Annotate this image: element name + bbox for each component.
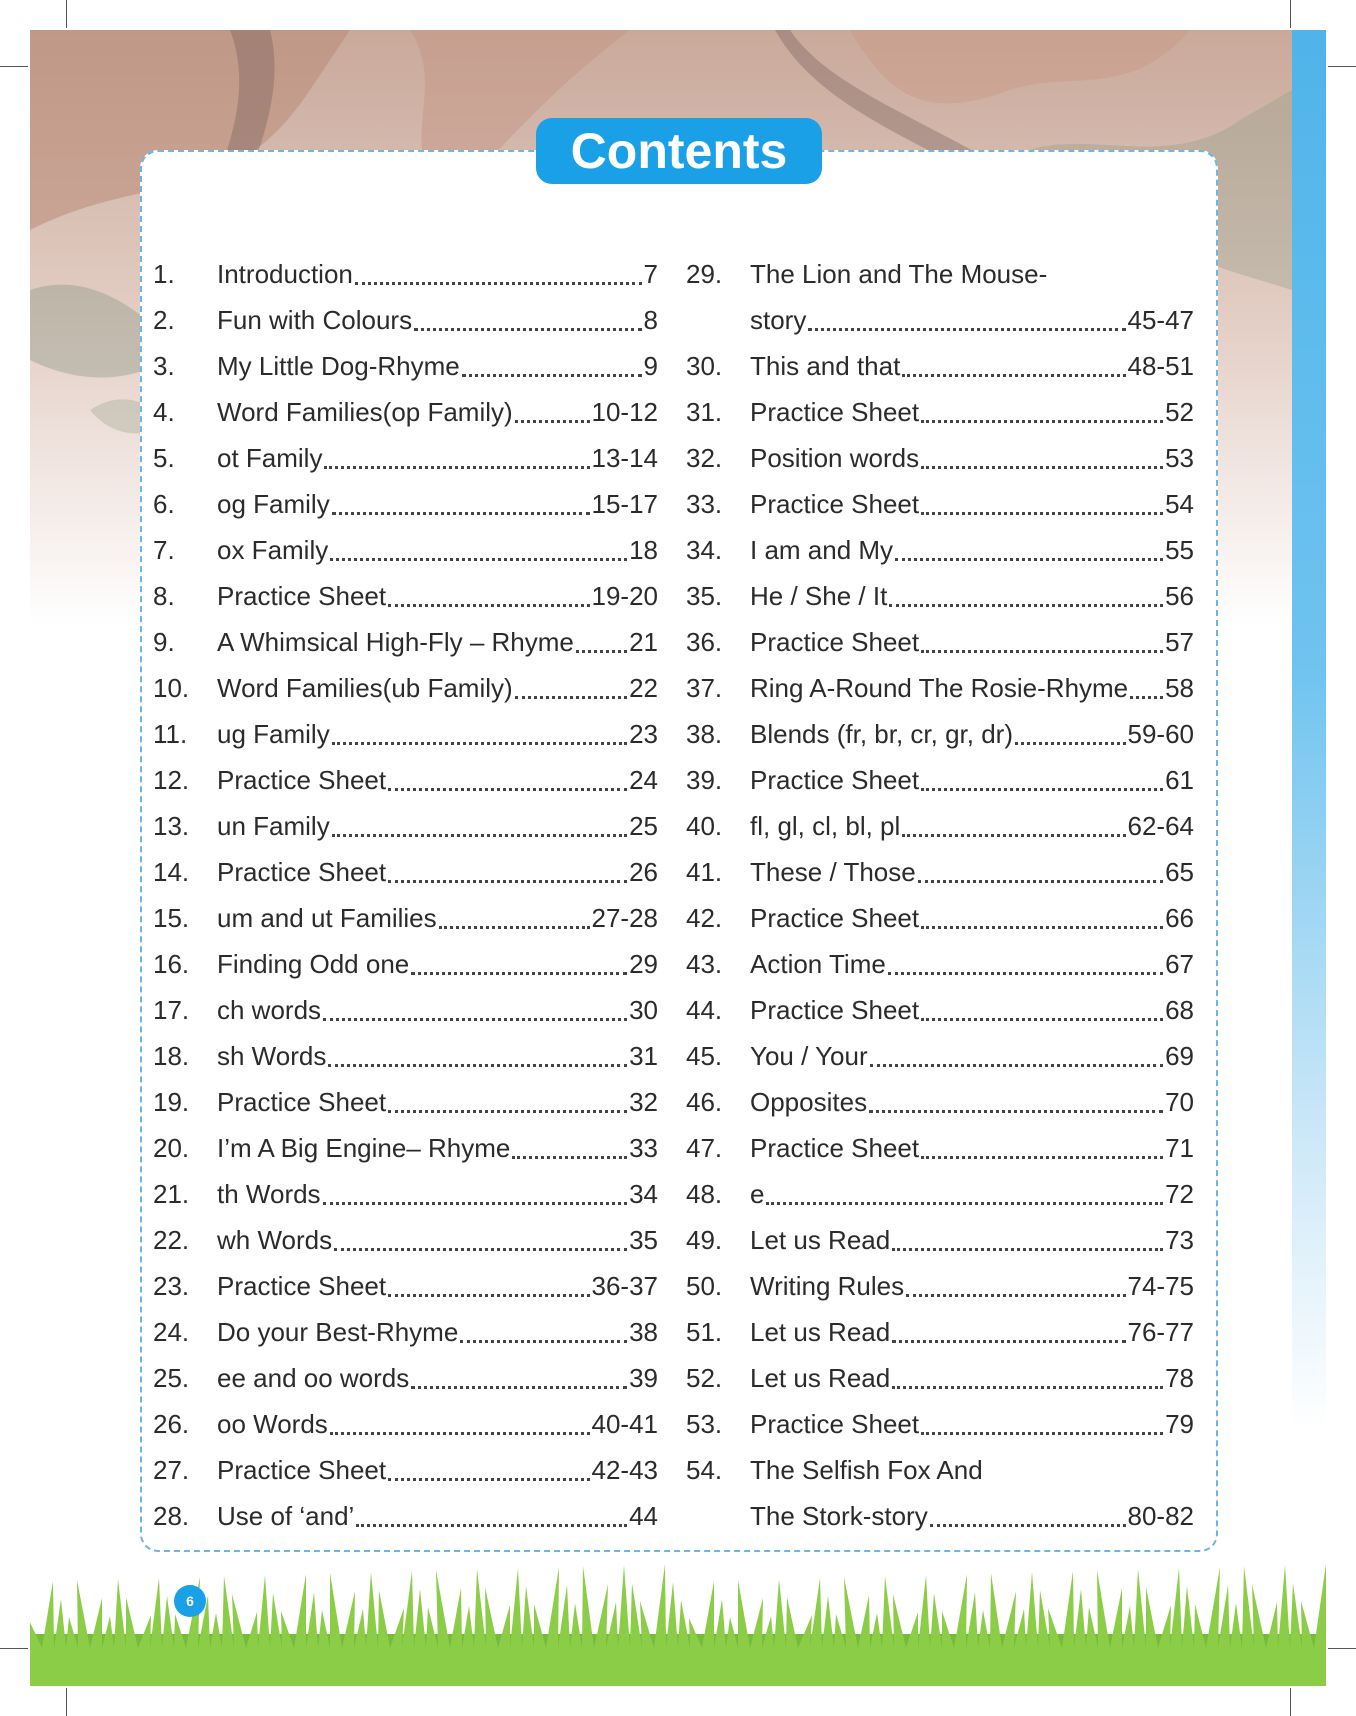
toc-entry-title: Let us Read (750, 1363, 891, 1393)
crop-mark (66, 1688, 67, 1716)
toc-entry-number: 13. (153, 811, 190, 841)
dot-leader (921, 500, 1163, 515)
dot-leader (906, 1282, 1125, 1297)
dot-leader (388, 592, 589, 607)
dot-leader (411, 1374, 627, 1389)
toc-entry-title: Word Families(op Family) (217, 397, 513, 427)
toc-entry[interactable] (153, 1302, 658, 1348)
toc-entry[interactable] (686, 842, 1194, 888)
toc-entry-number: 30. (686, 351, 723, 381)
dot-leader (355, 270, 642, 285)
toc-entry-title: Practice Sheet (750, 903, 920, 933)
toc-entry-continuation[interactable] (686, 1486, 1194, 1532)
toc-entry-title: e (750, 1179, 765, 1209)
toc-entry[interactable] (153, 888, 658, 934)
toc-entry-number: 48. (686, 1179, 723, 1209)
dot-leader (515, 684, 627, 699)
toc-entry-page: 9 (643, 351, 658, 381)
toc-entry-title: Practice Sheet (750, 397, 920, 427)
dot-leader (1130, 684, 1163, 699)
dot-leader (888, 960, 1163, 975)
toc-entry-page: 13-14 (591, 443, 658, 473)
toc-entry-page: 40-41 (591, 1409, 658, 1439)
toc-entry[interactable] (153, 796, 658, 842)
toc-entry-number: 27. (153, 1455, 190, 1485)
dot-leader (460, 1328, 627, 1343)
toc-entry-title: Practice Sheet (750, 1409, 920, 1439)
toc-entry[interactable] (153, 1026, 658, 1072)
toc-entry-title: ee and oo words (217, 1363, 410, 1393)
toc-entry[interactable] (686, 566, 1194, 612)
dot-leader (808, 316, 1125, 331)
dot-leader (930, 1512, 1126, 1527)
toc-entry-title: wh Words (217, 1225, 333, 1255)
dot-leader (332, 500, 590, 515)
toc-entry[interactable] (153, 704, 658, 750)
toc-entry-page: 59-60 (1127, 719, 1194, 749)
toc-entry-page: 30 (629, 995, 658, 1025)
toc-entry-title: Position words (750, 443, 920, 473)
contents-left-column (153, 244, 658, 1532)
dot-leader (576, 638, 627, 653)
toc-entry-page: 54 (1165, 489, 1194, 519)
dot-leader (332, 730, 627, 745)
dot-leader (332, 822, 627, 837)
toc-entry-number: 20. (153, 1133, 190, 1163)
toc-entry[interactable] (686, 244, 1194, 290)
toc-entry-number: 47. (686, 1133, 723, 1163)
toc-entry[interactable] (686, 382, 1194, 428)
toc-entry-page: 74-75 (1127, 1271, 1194, 1301)
toc-entry-title-line2: story (750, 305, 807, 335)
toc-entry[interactable] (153, 1440, 658, 1486)
toc-entry-title: um and ut Families (217, 903, 437, 933)
crop-mark (0, 66, 28, 67)
toc-entry-number: 42. (686, 903, 723, 933)
toc-entry-number: 21. (153, 1179, 190, 1209)
toc-entry-number: 2. (153, 305, 175, 335)
toc-entry-page: 65 (1165, 857, 1194, 887)
toc-entry-number: 8. (153, 581, 175, 611)
toc-entry-number: 33. (686, 489, 723, 519)
dot-leader (921, 454, 1163, 469)
toc-entry-title: fl, gl, cl, bl, pl (750, 811, 901, 841)
toc-entry-number: 6. (153, 489, 175, 519)
toc-entry-number: 52. (686, 1363, 723, 1393)
toc-entry-number: 1. (153, 259, 175, 289)
toc-entry-title: Practice Sheet (217, 1455, 387, 1485)
toc-entry-number: 24. (153, 1317, 190, 1347)
dot-leader (921, 1006, 1163, 1021)
toc-entry-page: 79 (1165, 1409, 1194, 1439)
toc-entry-title: I am and My (750, 535, 894, 565)
dot-leader (902, 362, 1125, 377)
toc-entry-page: 53 (1165, 443, 1194, 473)
toc-entry[interactable] (153, 290, 658, 336)
toc-entry-title: Let us Read (750, 1317, 891, 1347)
dot-leader (330, 546, 627, 561)
dot-leader (462, 362, 642, 377)
toc-entry-page: 25 (629, 811, 658, 841)
toc-entry-title: The Selfish Fox And (750, 1455, 983, 1485)
toc-entry-title: Practice Sheet (217, 1271, 387, 1301)
toc-entry-number: 16. (153, 949, 190, 979)
dot-leader (1015, 730, 1126, 745)
toc-entry[interactable] (686, 520, 1194, 566)
toc-entry-title: Do your Best-Rhyme (217, 1317, 459, 1347)
toc-entry-page: 44 (629, 1501, 658, 1531)
toc-entry-title: Practice Sheet (750, 627, 920, 657)
toc-entry-page: 73 (1165, 1225, 1194, 1255)
toc-entry-page: 34 (629, 1179, 658, 1209)
dot-leader (388, 1098, 627, 1113)
dot-leader (388, 1466, 589, 1481)
dot-leader (388, 868, 627, 883)
toc-entry-title: My Little Dog-Rhyme (217, 351, 460, 381)
toc-entry-number: 28. (153, 1501, 190, 1531)
toc-entry[interactable] (153, 1394, 658, 1440)
toc-entry[interactable] (686, 934, 1194, 980)
dot-leader (869, 1098, 1163, 1113)
crop-mark (1290, 1688, 1291, 1716)
toc-entry-page: 67 (1165, 949, 1194, 979)
dot-leader (334, 1236, 627, 1251)
toc-entry-title: Blends (fr, br, cr, gr, dr) (750, 719, 1013, 749)
toc-entry-title: Fun with Colours (217, 305, 413, 335)
toc-entry-title: th Words (217, 1179, 321, 1209)
toc-entry-page: 61 (1165, 765, 1194, 795)
crop-mark (0, 1648, 28, 1649)
toc-entry[interactable] (686, 750, 1194, 796)
toc-entry-page: 66 (1165, 903, 1194, 933)
toc-entry-page: 70 (1165, 1087, 1194, 1117)
toc-entry-page: 57 (1165, 627, 1194, 657)
toc-entry-page: 48-51 (1127, 351, 1194, 381)
dot-leader (766, 1190, 1163, 1205)
toc-entry[interactable] (686, 1164, 1194, 1210)
toc-entry-number: 9. (153, 627, 175, 657)
toc-entry[interactable] (153, 566, 658, 612)
dot-leader (324, 454, 589, 469)
dot-leader (414, 316, 641, 331)
dot-leader (895, 546, 1163, 561)
toc-entry-title: A Whimsical High-Fly – Rhyme (217, 627, 574, 657)
toc-entry-title: Practice Sheet (217, 581, 387, 611)
dot-leader (356, 1512, 627, 1527)
toc-entry-title-line2: The Stork-story (750, 1501, 928, 1531)
dot-leader (921, 914, 1163, 929)
toc-entry-title: Ring A-Round The Rosie-Rhyme (750, 673, 1129, 703)
page-title: Contents (536, 118, 822, 184)
crop-mark (1328, 66, 1356, 67)
dot-leader (323, 1006, 627, 1021)
toc-entry-page: 26 (629, 857, 658, 887)
toc-entry-number: 31. (686, 397, 723, 427)
toc-entry-title: Practice Sheet (217, 765, 387, 795)
toc-entry-title: Practice Sheet (750, 995, 920, 1025)
toc-entry-page: 32 (629, 1087, 658, 1117)
toc-entry[interactable] (686, 336, 1194, 382)
dot-leader (902, 822, 1125, 837)
toc-entry-title: og Family (217, 489, 330, 519)
toc-entry-page: 42-43 (591, 1455, 658, 1485)
toc-entry-title: Practice Sheet (217, 857, 387, 887)
toc-entry-page: 36-37 (591, 1271, 658, 1301)
toc-entry-title: un Family (217, 811, 330, 841)
toc-entry-page: 19-20 (591, 581, 658, 611)
toc-entry-page: 7 (643, 259, 658, 289)
toc-entry-page: 23 (629, 719, 658, 749)
dot-leader (388, 776, 627, 791)
toc-entry-page: 8 (643, 305, 658, 335)
toc-entry-number: 7. (153, 535, 175, 565)
toc-entry[interactable] (153, 336, 658, 382)
toc-entry-number: 12. (153, 765, 190, 795)
toc-entry-number: 10. (153, 673, 190, 703)
toc-entry-title: sh Words (217, 1041, 327, 1071)
toc-entry-title: I’m A Big Engine– Rhyme (217, 1133, 511, 1163)
toc-entry[interactable] (686, 612, 1194, 658)
toc-entry-title: These / Those (750, 857, 916, 887)
toc-entry-number: 38. (686, 719, 723, 749)
toc-entry-page: 15-17 (591, 489, 658, 519)
toc-entry-number: 54. (686, 1455, 723, 1485)
toc-entry-number: 11. (153, 719, 188, 749)
toc-entry-title: Writing Rules (750, 1271, 905, 1301)
dot-leader (328, 1052, 627, 1067)
toc-entry-number: 37. (686, 673, 723, 703)
toc-entry-title: Practice Sheet (750, 765, 920, 795)
toc-entry[interactable] (153, 1210, 658, 1256)
dot-leader (323, 1190, 628, 1205)
toc-entry[interactable] (686, 1394, 1194, 1440)
toc-entry-number: 15. (153, 903, 190, 933)
toc-entry[interactable] (153, 1348, 658, 1394)
toc-entry-number: 25. (153, 1363, 190, 1393)
toc-entry-number: 22. (153, 1225, 190, 1255)
toc-entry-title: Opposites (750, 1087, 868, 1117)
toc-entry[interactable] (686, 1210, 1194, 1256)
toc-entry-title: ug Family (217, 719, 330, 749)
crop-mark (1290, 0, 1291, 28)
dot-leader (918, 868, 1163, 883)
toc-entry[interactable] (153, 934, 658, 980)
toc-entry-number: 14. (153, 857, 190, 887)
toc-entry[interactable] (153, 980, 658, 1026)
toc-entry-number: 44. (686, 995, 723, 1025)
toc-entry[interactable] (153, 1118, 658, 1164)
toc-entry-continuation[interactable] (686, 290, 1194, 336)
toc-entry-number: 23. (153, 1271, 190, 1301)
toc-entry-page: 56 (1165, 581, 1194, 611)
toc-entry-page: 45-47 (1127, 305, 1194, 335)
toc-entry-page: 31 (629, 1041, 658, 1071)
dot-leader (512, 1144, 627, 1159)
toc-entry-page: 29 (629, 949, 658, 979)
toc-entry-number: 5. (153, 443, 175, 473)
toc-entry[interactable] (686, 428, 1194, 474)
toc-entry[interactable] (153, 1256, 658, 1302)
dot-leader (892, 1374, 1163, 1389)
contents-right-column (686, 244, 1194, 1532)
toc-entry-page: 10-12 (591, 397, 658, 427)
toc-entry-page: 24 (629, 765, 658, 795)
toc-entry-title: Finding Odd one (217, 949, 410, 979)
toc-entry[interactable] (153, 244, 658, 290)
toc-entry[interactable] (686, 1026, 1194, 1072)
toc-entry-title: The Lion and The Mouse- (750, 259, 1048, 289)
toc-entry-page: 27-28 (591, 903, 658, 933)
toc-entry[interactable] (153, 1486, 658, 1532)
toc-entry[interactable] (686, 704, 1194, 750)
toc-entry[interactable] (686, 888, 1194, 934)
toc-entry-title: This and that (750, 351, 901, 381)
toc-entry-page: 58 (1165, 673, 1194, 703)
toc-entry-number: 19. (153, 1087, 190, 1117)
toc-entry-title: ch words (217, 995, 322, 1025)
dot-leader (892, 1328, 1125, 1343)
toc-entry-number: 18. (153, 1041, 190, 1071)
dot-leader (388, 1282, 589, 1297)
toc-entry-title: Practice Sheet (217, 1087, 387, 1117)
toc-entry-number: 36. (686, 627, 723, 657)
toc-entry-page: 33 (629, 1133, 658, 1163)
toc-entry-page: 69 (1165, 1041, 1194, 1071)
toc-entry-title: Practice Sheet (750, 1133, 920, 1163)
toc-entry-number: 39. (686, 765, 723, 795)
toc-entry-page: 35 (629, 1225, 658, 1255)
toc-entry-number: 32. (686, 443, 723, 473)
toc-entry-page: 39 (629, 1363, 658, 1393)
dot-leader (515, 408, 590, 423)
toc-entry[interactable] (153, 842, 658, 888)
toc-entry-number: 46. (686, 1087, 723, 1117)
toc-entry[interactable] (686, 474, 1194, 520)
toc-entry-page: 71 (1165, 1133, 1194, 1163)
toc-entry[interactable] (686, 1440, 1194, 1486)
toc-entry-number: 4. (153, 397, 175, 427)
toc-entry[interactable] (153, 612, 658, 658)
toc-entry-page: 68 (1165, 995, 1194, 1025)
dot-leader (439, 914, 590, 929)
toc-entry-number: 50. (686, 1271, 723, 1301)
toc-entry-number: 17. (153, 995, 190, 1025)
toc-entry-number: 34. (686, 535, 723, 565)
crop-mark (66, 0, 67, 28)
toc-entry-page: 21 (629, 627, 658, 657)
toc-entry-page: 80-82 (1127, 1501, 1194, 1531)
toc-entry-page: 38 (629, 1317, 658, 1347)
toc-entry[interactable] (153, 658, 658, 704)
toc-entry-number: 51. (686, 1317, 723, 1347)
toc-entry[interactable] (153, 428, 658, 474)
toc-entry-title: oo Words (217, 1409, 328, 1439)
toc-entry[interactable] (153, 1164, 658, 1210)
toc-entry[interactable] (153, 1072, 658, 1118)
toc-entry-page: 22 (629, 673, 658, 703)
toc-entry-title: ot Family (217, 443, 323, 473)
toc-entry-page: 76-77 (1127, 1317, 1194, 1347)
toc-entry-title: Word Families(ub Family) (217, 673, 513, 703)
toc-entry-number: 29. (686, 259, 723, 289)
toc-entry-number: 45. (686, 1041, 723, 1071)
toc-entry-page: 52 (1165, 397, 1194, 427)
toc-entry[interactable] (153, 520, 658, 566)
toc-entry-number: 35. (686, 581, 723, 611)
toc-entry[interactable] (686, 1256, 1194, 1302)
toc-entry[interactable] (686, 658, 1194, 704)
toc-entry[interactable] (153, 750, 658, 796)
toc-entry-title: Action Time (750, 949, 886, 979)
dot-leader (870, 1052, 1163, 1067)
dot-leader (889, 592, 1163, 607)
toc-entry-number: 3. (153, 351, 175, 381)
toc-entry-page: 55 (1165, 535, 1194, 565)
toc-entry[interactable] (686, 1302, 1194, 1348)
dot-leader (892, 1236, 1163, 1251)
dot-leader (411, 960, 627, 975)
toc-entry-title: He / She / It (750, 581, 888, 611)
toc-entry[interactable] (153, 474, 658, 520)
toc-entry-title: You / Your (750, 1041, 868, 1071)
toc-entry[interactable] (686, 1348, 1194, 1394)
toc-entry-number: 53. (686, 1409, 723, 1439)
toc-entry-title: Use of ‘and’ (217, 1501, 355, 1531)
dot-leader (921, 408, 1163, 423)
toc-entry-number: 40. (686, 811, 723, 841)
dot-leader (921, 1144, 1163, 1159)
page-number-badge: 6 (174, 1585, 206, 1617)
toc-entry-number: 43. (686, 949, 723, 979)
dot-leader (921, 1420, 1163, 1435)
toc-entry-page: 72 (1165, 1179, 1194, 1209)
grass-illustration (30, 1556, 1326, 1686)
dot-leader (330, 1420, 590, 1435)
dot-leader (921, 638, 1163, 653)
toc-entry-page: 78 (1165, 1363, 1194, 1393)
toc-entry[interactable] (686, 796, 1194, 842)
toc-entry-title: Practice Sheet (750, 489, 920, 519)
toc-entry-title: Introduction (217, 259, 353, 289)
side-color-stripe (1292, 30, 1326, 1430)
toc-entry-number: 26. (153, 1409, 190, 1439)
toc-entry-title: Let us Read (750, 1225, 891, 1255)
toc-entry-number: 49. (686, 1225, 723, 1255)
dot-leader (921, 776, 1163, 791)
crop-mark (1328, 1648, 1356, 1649)
grass-blades (30, 1564, 1326, 1686)
toc-entry-title: ox Family (217, 535, 329, 565)
toc-entry[interactable] (686, 1072, 1194, 1118)
toc-entry-number: 41. (686, 857, 723, 887)
toc-entry-page: 62-64 (1127, 811, 1194, 841)
toc-entry-page: 18 (629, 535, 658, 565)
toc-entry[interactable] (686, 1118, 1194, 1164)
toc-entry[interactable] (686, 980, 1194, 1026)
toc-entry[interactable] (153, 382, 658, 428)
